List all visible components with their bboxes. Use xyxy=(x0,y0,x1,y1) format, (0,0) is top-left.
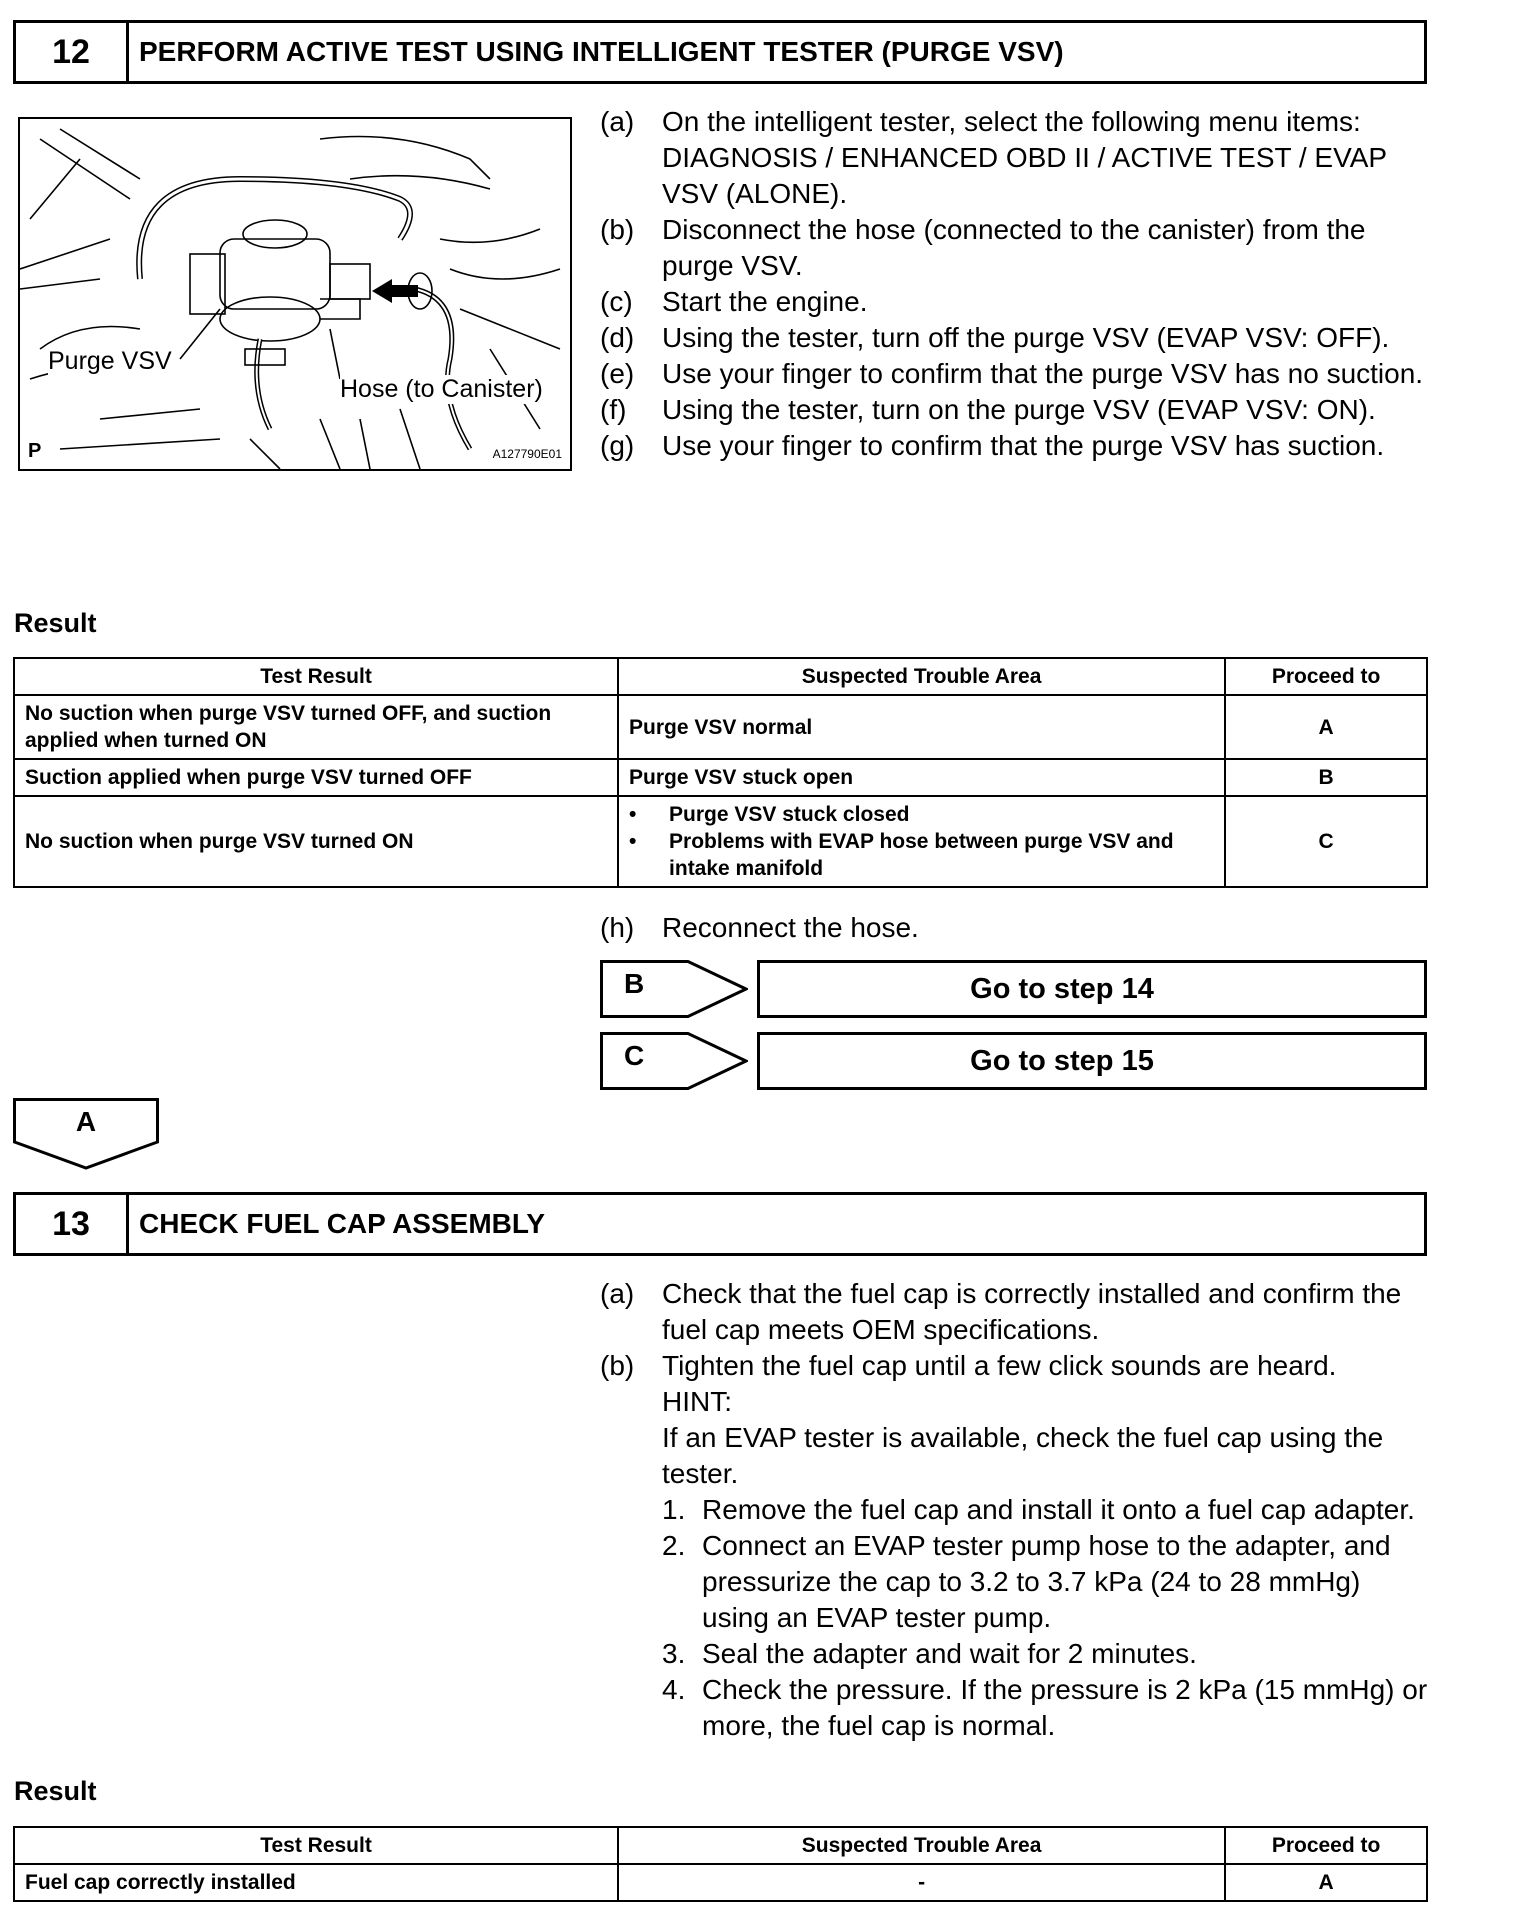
instruction-item: (e) Use your finger to confirm that the purge VSV has no suction. xyxy=(600,358,1424,389)
cell-proceed: A xyxy=(1225,695,1427,759)
hint-label: HINT: xyxy=(662,1386,732,1417)
cell-test: Suction applied when purge VSV turned OFF xyxy=(14,759,618,796)
step-13-result-table xyxy=(13,1826,1428,1902)
step-13-number: 13 xyxy=(16,1195,129,1253)
step-12-title: PERFORM ACTIVE TEST USING INTELLIGENT TESTER (PURGE VSV) xyxy=(139,36,1064,67)
table-row xyxy=(14,796,1427,887)
branch-b-tag xyxy=(600,960,748,1018)
step-13-result-label: Result xyxy=(14,1776,97,1806)
step-13-title: CHECK FUEL CAP ASSEMBLY xyxy=(139,1208,546,1239)
instruction-item: (a) On the intelligent tester, select the following menu items: DIAGNOSIS / ENHANCED OBD II / ACTIVE TEST / EVAP VSV (ALONE). xyxy=(600,106,1387,209)
header-trouble-area: Suspected Trouble Area xyxy=(618,1827,1225,1864)
go-to-step-14[interactable]: Go to step 14 xyxy=(757,960,1427,1018)
header-test-result: Test Result xyxy=(14,658,618,695)
step-12-number: 12 xyxy=(16,23,129,81)
header-test-result: Test Result xyxy=(14,1827,618,1864)
step-13-header xyxy=(13,1192,1427,1256)
step-13-instructions xyxy=(600,1276,1430,1744)
figure-corner-letter: P xyxy=(28,440,42,462)
cell-area: Purge VSV stuck open xyxy=(618,759,1225,796)
hint-step: 2. Connect an EVAP tester pump hose to the adapter, and pressurize the cap to 3.2 to 3.7 kPa (24 to 28 mmHg) using an EVAP tester pump. xyxy=(662,1530,1391,1633)
cell-area: Purge VSV normal xyxy=(618,695,1225,759)
step-12-instructions xyxy=(600,104,1430,464)
cell-test: No suction when purge VSV turned OFF, and suction applied when turned ON xyxy=(14,695,618,759)
cell-proceed: A xyxy=(1225,1864,1427,1901)
step-12-header xyxy=(13,20,1427,84)
branch-arrow-shape xyxy=(600,960,748,1018)
bullet-item: • Problems with EVAP hose between purge VSV and intake manifold xyxy=(629,830,1174,880)
continue-a-marker xyxy=(13,1098,159,1170)
continue-a-label: A xyxy=(75,1106,97,1137)
cell-test: Fuel cap correctly installed xyxy=(14,1864,618,1901)
header-proceed-to: Proceed to xyxy=(1225,1827,1427,1864)
go-to-step-15[interactable]: Go to step 15 xyxy=(757,1032,1427,1090)
instruction-item: (d) Using the tester, turn off the purge VSV (EVAP VSV: OFF). xyxy=(600,322,1390,353)
header-proceed-to: Proceed to xyxy=(1225,658,1427,695)
instruction-item: (f) Using the tester, turn on the purge VSV (EVAP VSV: ON). xyxy=(600,394,1376,425)
cell-proceed: B xyxy=(1225,759,1427,796)
bullet-item: • Purge VSV stuck closed xyxy=(629,803,910,826)
instruction-item: (c) Start the engine. xyxy=(600,286,868,317)
purge-vsv-figure xyxy=(18,117,572,471)
table-row xyxy=(14,759,1427,796)
branch-arrow-shape xyxy=(600,1032,748,1090)
instruction-item: (g) Use your finger to confirm that the purge VSV has suction. xyxy=(600,430,1385,461)
branch-c-tag xyxy=(600,1032,748,1090)
table-row xyxy=(14,1864,1427,1901)
step-12-after xyxy=(600,910,1430,946)
hint-text: If an EVAP tester is available, check the fuel cap using the tester. xyxy=(662,1422,1384,1489)
hose-label: Hose (to Canister) xyxy=(340,375,543,403)
table-header-row xyxy=(14,1827,1427,1864)
hint-step: 1. Remove the fuel cap and install it onto a fuel cap adapter. xyxy=(662,1494,1415,1525)
instruction-item: (a) Check that the fuel cap is correctly installed and confirm the fuel cap meets OEM specifications. xyxy=(600,1278,1402,1345)
step-12-result-table xyxy=(13,657,1428,888)
cell-test: No suction when purge VSV turned ON xyxy=(14,796,618,887)
instruction-item: (b) Tighten the fuel cap until a few click sounds are heard. HINT: If an EVAP tester is available, check the fuel cap using the tester. 1. Remove the fuel cap and install it onto a fuel cap adapter. 2. Connect an EVAP tester pump hose to the adapter, and pressurize the cap to 3.2 to 3.7 kPa (24 to 28 mmHg) using an EVAP tester pump. 3. Seal the adapter and wait for 2 minutes. 4. Check the pressure. If the pressure is 2 kPa (15 mmHg) or more, the fuel cap is normal. xyxy=(600,1348,1430,1744)
header-trouble-area: Suspected Trouble Area xyxy=(618,658,1225,695)
instruction-item: (h) Reconnect the hose. xyxy=(600,912,919,943)
cell-proceed: C xyxy=(1225,796,1427,887)
branch-c-label: C xyxy=(624,1040,645,1071)
table-row xyxy=(14,695,1427,759)
engine-illustration xyxy=(20,119,572,471)
step-12-result-label: Result xyxy=(14,608,97,638)
cell-area xyxy=(618,796,1225,887)
figure-code: A127790E01 xyxy=(492,447,562,461)
table-header-row xyxy=(14,658,1427,695)
cell-area: - xyxy=(618,1864,1225,1901)
branch-b-label: B xyxy=(624,968,645,999)
hint-step: 3. Seal the adapter and wait for 2 minutes. xyxy=(662,1638,1197,1669)
purge-vsv-label: Purge VSV xyxy=(48,347,172,375)
hint-step: 4. Check the pressure. If the pressure is 2 kPa (15 mmHg) or more, the fuel cap is normal. xyxy=(662,1674,1428,1741)
instruction-item: (b) Disconnect the hose (connected to the canister) from the purge VSV. xyxy=(600,214,1366,281)
